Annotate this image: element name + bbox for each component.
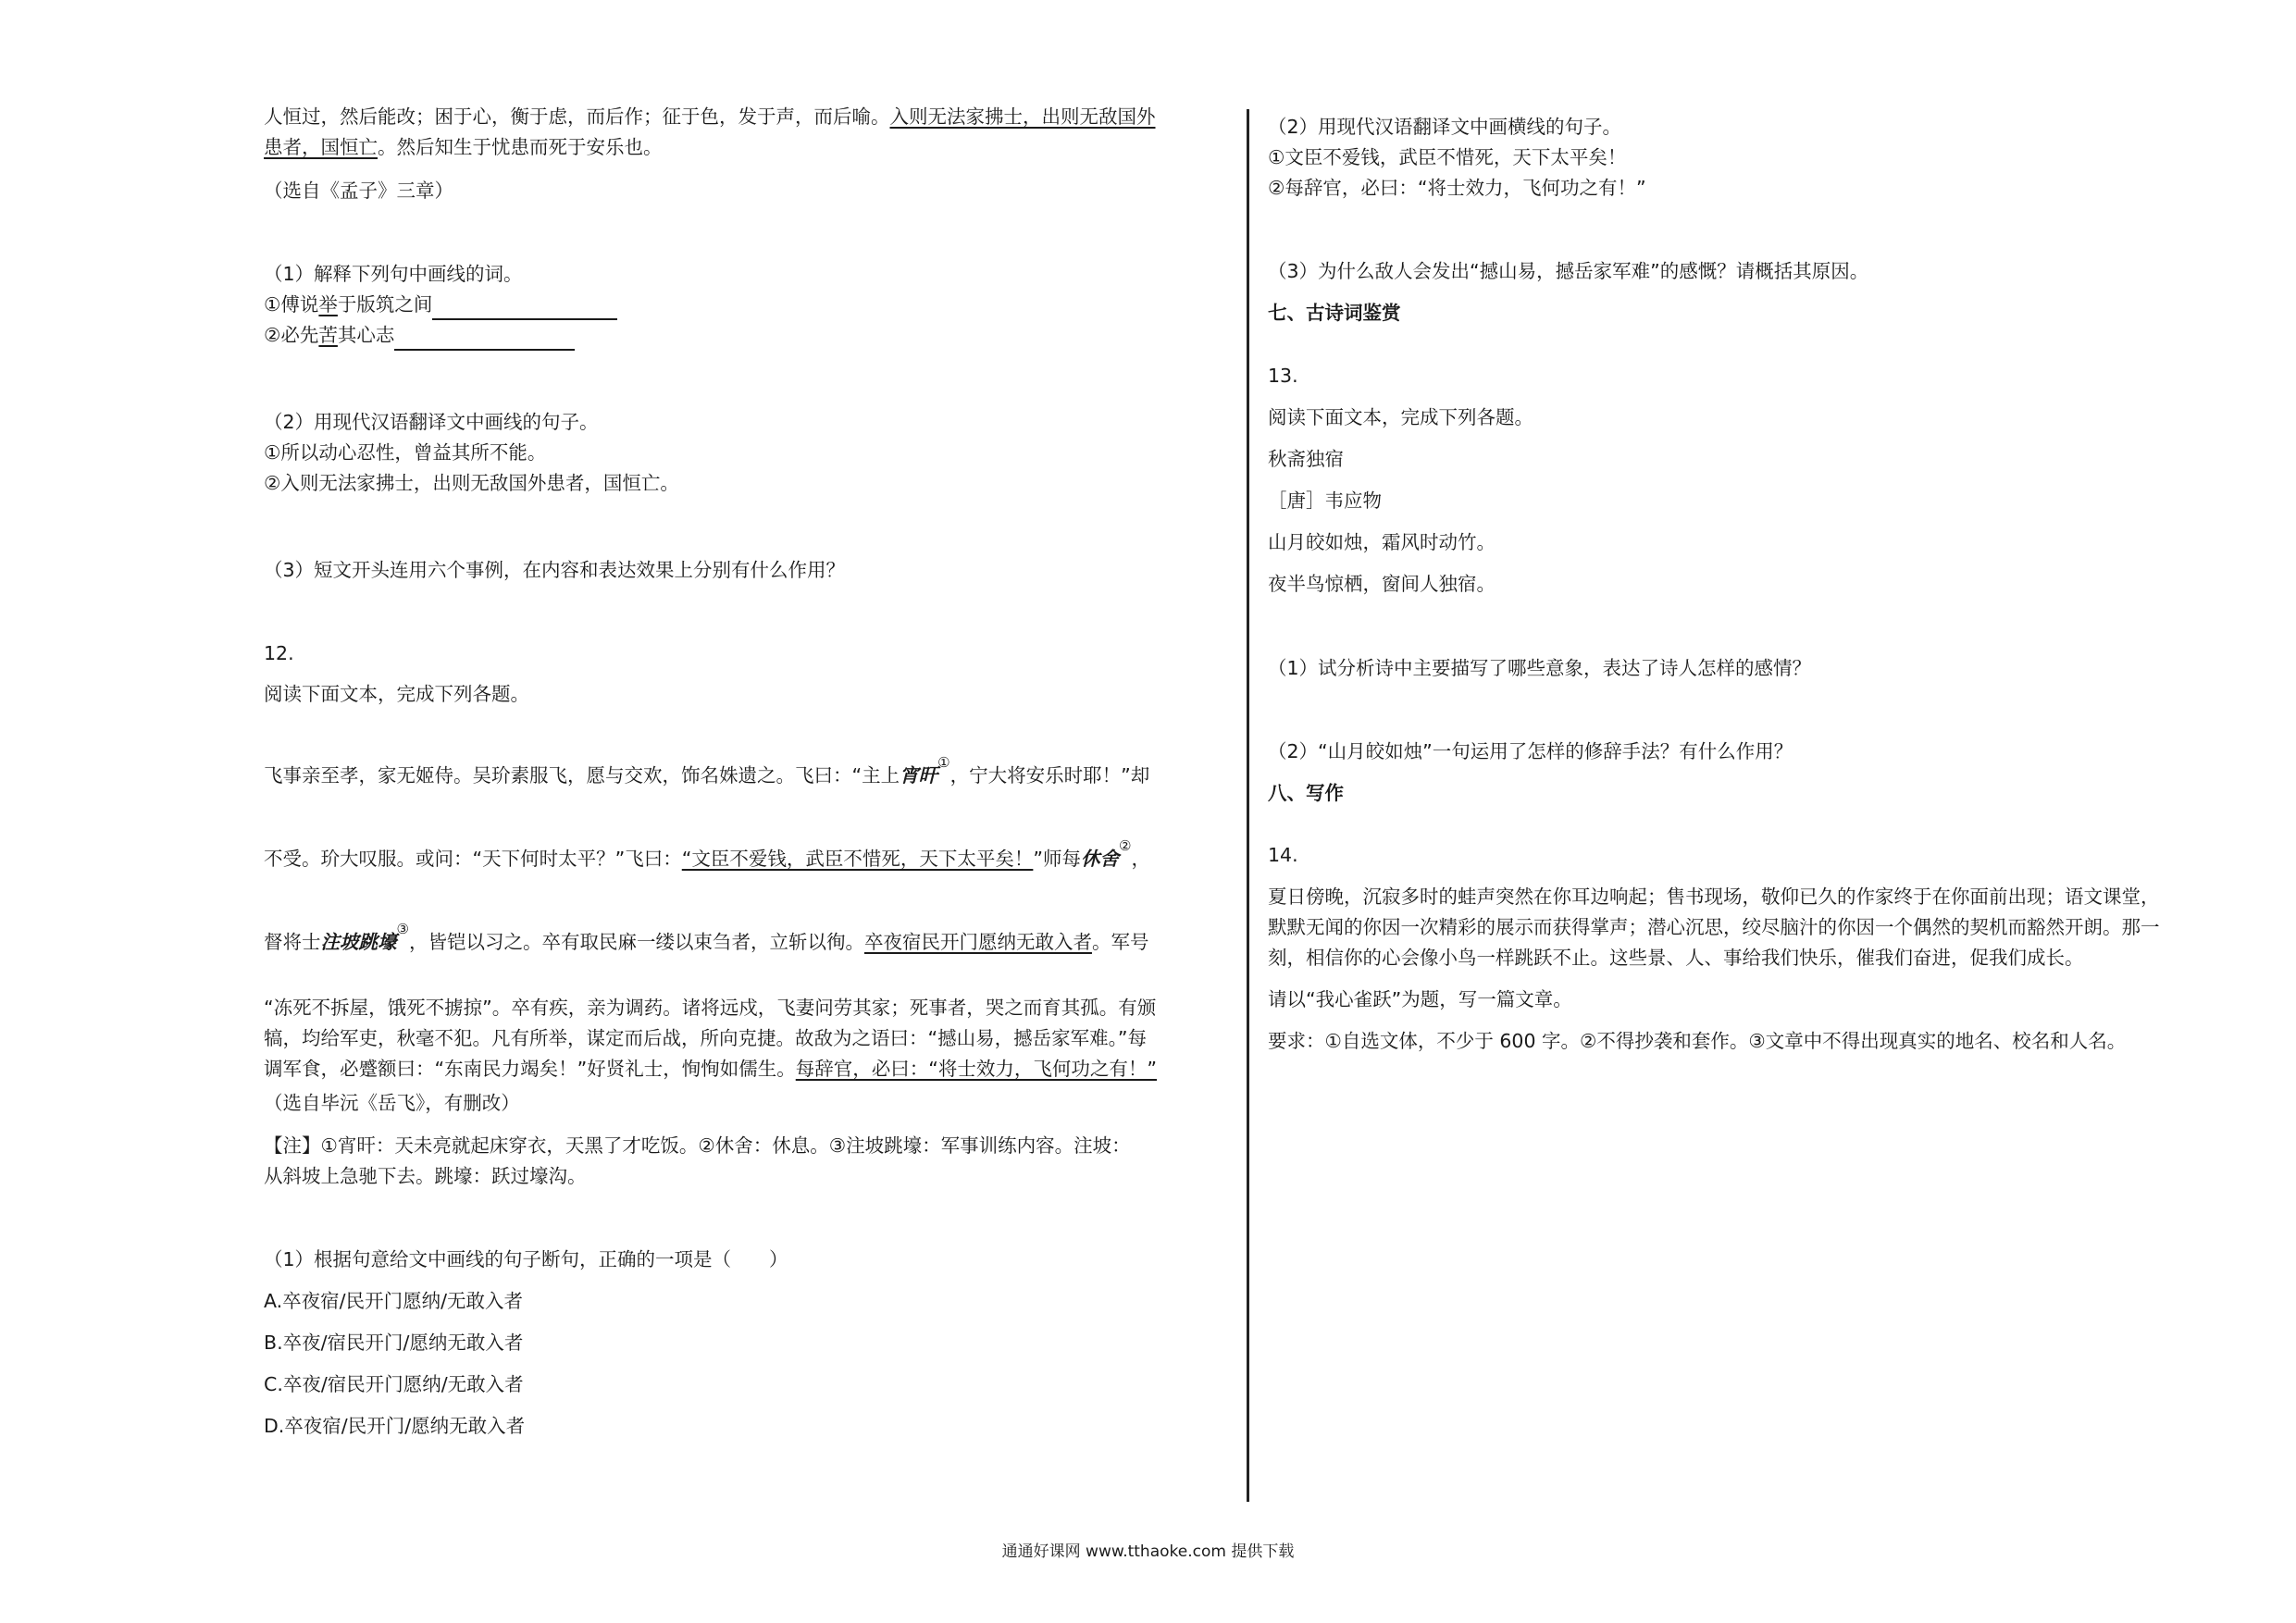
underlined-sentence: 患者，国恒亡: [264, 136, 378, 158]
passage-text: ，皆铠以习之。卒有取民麻一缕以束刍者，立斩以徇。: [408, 931, 864, 953]
passage-text: 调军食，必蹙额曰：“东南民力竭矣！”好贤礼士，恂恂如儒生。: [264, 1058, 796, 1080]
choice-option-a[interactable]: A.卒夜宿/民开门愿纳/无敢入者: [264, 1290, 523, 1312]
poem-title: 秋斋独宿: [1268, 448, 1344, 470]
writing-requirements: 要求：①自选文体，不少于 600 字。②不得抄袭和套作。③文章中不得出现真实的地名、校名和人名。: [1268, 1030, 2127, 1052]
underlined-sentence: 卒夜宿民开门愿纳无敢入者: [863, 931, 1092, 953]
section-heading: 八、写作: [1268, 782, 1344, 804]
question-number: 14.: [1268, 844, 1298, 866]
note-marker: ①: [937, 754, 950, 771]
passage-text: 飞事亲至孝，家无姬侍。吴玠素服飞，愿与交欢，饰名姝遗之。飞曰：“主上: [264, 764, 900, 787]
passage-line: [264, 132, 663, 163]
choice-option-c[interactable]: C.卒夜/宿民开门愿纳/无敢入者: [264, 1373, 524, 1395]
question-item: ①所以动心忍性，曾益其所不能。: [264, 441, 547, 464]
item-text: 其心志: [337, 324, 395, 346]
annotated-word: 休舍: [1081, 848, 1119, 870]
underlined-sentence: “文臣不爱钱，武臣不惜死，天下太平矣！: [681, 848, 1034, 870]
passage-text: ，宁大将安乐时耶！”却: [949, 764, 1150, 787]
question-item: ②入则无法家拂士，出则无敌国外患者，国恒亡。: [264, 472, 679, 494]
prompt-text: 默默无闻的你因一次精彩的展示而获得掌声；潜心沉思，绞尽脑汁的你因一个偶然的契机而豁然开朗。那一: [1268, 916, 2160, 938]
question-prompt: （3）短文开头连用六个事例，在内容和表达效果上分别有什么作用？: [264, 559, 846, 581]
passage-line: [264, 754, 1150, 791]
question-prompt: （2）用现代汉语翻译文中画横线的句子。: [1268, 116, 1622, 138]
underlined-word: 举: [318, 293, 338, 316]
annotated-word: 宵旰: [900, 764, 938, 787]
underlined-word: 苦: [318, 324, 338, 346]
question-prompt: （2）用现代汉语翻译文中画线的句子。: [264, 411, 599, 433]
passage-text: ，: [1131, 848, 1150, 870]
note-marker: ③: [396, 921, 409, 937]
question-prompt: （2）“山月皎如烛”一句运用了怎样的修辞手法？有什么作用？: [1268, 740, 1793, 762]
prompt-text: 夏日傍晚，沉寂多时的蛙声突然在你耳边响起；售书现场，敬仰已久的作家终于在你面前出现；语文课堂，: [1268, 886, 2160, 908]
item-text: ②必先: [264, 324, 319, 346]
passage-line: [264, 837, 1150, 874]
underlined-sentence: 每辞官，必曰：“将士效力，飞何功之有！”: [795, 1058, 1157, 1080]
choice-option-b[interactable]: B.卒夜/宿民开门/愿纳无敢入者: [264, 1332, 524, 1354]
writing-task: 请以“我心雀跃”为题，写一篇文章。: [1268, 988, 1572, 1010]
question-number: 12.: [264, 642, 294, 664]
instruction: 阅读下面文本，完成下列各题。: [1268, 406, 1533, 428]
poem-author: ［唐］韦应物: [1268, 489, 1382, 512]
passage-text: 。然后知生于忧患而死于安乐也。: [378, 136, 663, 158]
choice-option-d[interactable]: D.卒夜宿/民开门/愿纳无敢入者: [264, 1415, 526, 1437]
question-item: [264, 320, 575, 351]
passage-line: “冻死不拆屋，饿死不掳掠”。卒有疾，亲为调药。诸将远戍，飞妻问劳其家；死事者，哭之而育其孤。有颁: [264, 997, 1157, 1019]
poem-line: 夜半鸟惊栖，窗间人独宿。: [1268, 573, 1496, 595]
question-prompt: （1）试分析诗中主要描写了哪些意象，表达了诗人怎样的感情？: [1268, 657, 1812, 679]
instruction: 阅读下面文本，完成下列各题。: [264, 683, 529, 705]
question-prompt: （1）解释下列句中画线的词。: [264, 263, 523, 285]
passage-line: 犒，均给军吏，秋毫不犯。凡有所举，谋定而后战，所向克捷。故敌为之语曰：“撼山易，撼岳家军难。”每: [264, 1027, 1147, 1049]
footer-credit: 通通好课网 www.tthaoke.com 提供下载: [1001, 1542, 1295, 1561]
question-prompt: （1）根据句意给文中画线的句子断句，正确的一项是（ ）: [264, 1248, 788, 1270]
question-item: [264, 290, 617, 320]
underlined-sentence: 入则无法家拂士，出则无敌国外: [889, 105, 1156, 128]
annotated-word: 注坡跳壕: [320, 931, 397, 953]
passage-text: 督将士: [264, 931, 321, 953]
question-item: ①文臣不爱钱，武臣不惜死，天下太平矣！: [1268, 146, 1627, 168]
annotation-note: 【注】①宵旰：天未亮就起床穿衣，天黑了才吃饭。②休舍：休息。③注坡跳壕：军事训练内容。注坡：: [264, 1134, 1131, 1157]
passage-text: 人恒过，然后能改；困于心，衡于虑，而后作；征于色，发于声，而后喻。: [264, 105, 890, 128]
question-number: 13.: [1268, 365, 1298, 387]
annotation-note: 从斜坡上急驰下去。跳壕：跃过壕沟。: [264, 1165, 587, 1187]
item-text: 于版筑之间: [337, 293, 433, 316]
passage-text: ”师每: [1033, 848, 1081, 870]
section-heading: 七、古诗词鉴赏: [1268, 302, 1401, 324]
question-item: ②每辞官，必曰：“将士效力，飞何功之有！”: [1268, 177, 1646, 199]
passage-source: （选自毕沅《岳飞》，有删改）: [264, 1092, 520, 1114]
passage-line: [264, 102, 1156, 132]
column-divider: [1247, 109, 1249, 1502]
prompt-text: 刻，相信你的心会像小鸟一样跳跃不止。这些景、人、事给我们快乐，催我们奋进，促我们成长。: [1268, 947, 2084, 969]
passage-line: [264, 921, 1149, 958]
answer-blank[interactable]: [394, 328, 575, 351]
passage-line: [264, 1054, 1157, 1084]
question-prompt: （3）为什么敌人会发出“撼山易，撼岳家军难”的感慨？请概括其原因。: [1268, 260, 1869, 282]
passage-source: （选自《孟子》三章）: [264, 180, 453, 202]
item-text: ①傅说: [264, 293, 319, 316]
passage-text: 。军号: [1091, 931, 1149, 953]
poem-line: 山月皎如烛，霜风时动竹。: [1268, 531, 1496, 553]
passage-text: 不受。玠大叹服。或问：“天下何时太平？”飞曰：: [264, 848, 682, 870]
answer-blank[interactable]: [432, 298, 617, 320]
note-marker: ②: [1119, 837, 1132, 854]
